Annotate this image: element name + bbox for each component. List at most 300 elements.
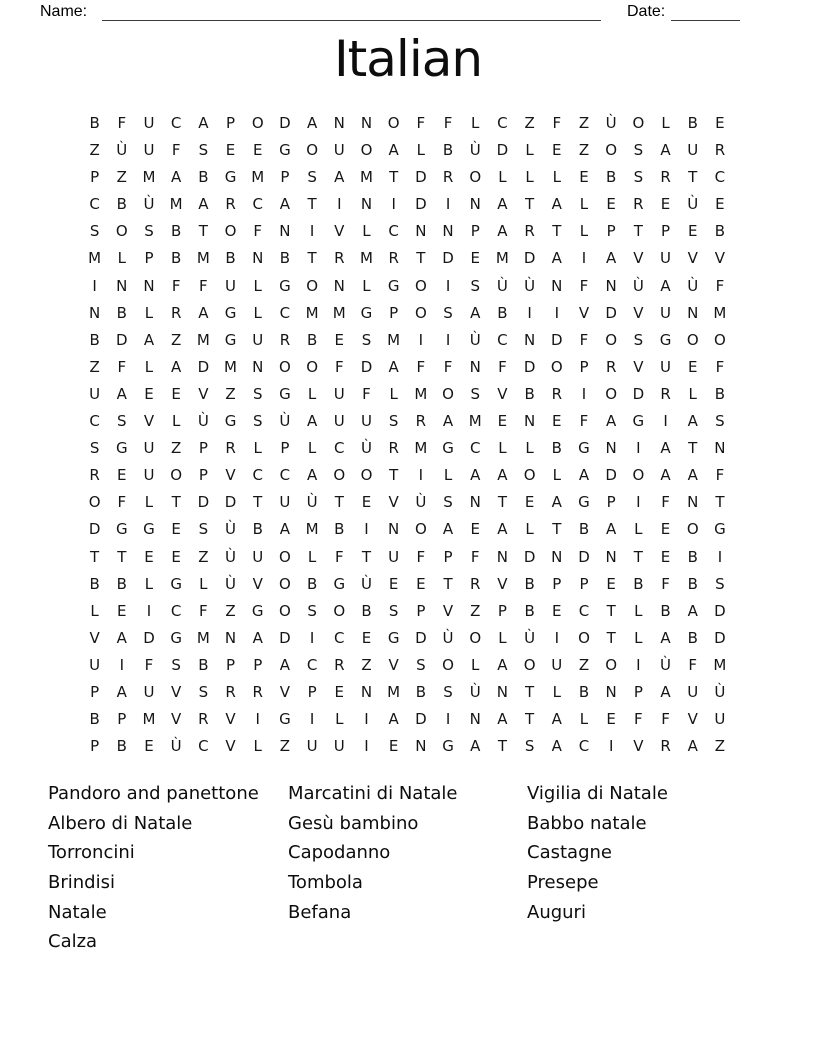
grid-letter: Z — [470, 601, 481, 620]
grid-letter: E — [334, 330, 345, 349]
grid-letter: Z — [89, 357, 100, 376]
grid-letter: M — [414, 439, 428, 458]
grid-letter: N — [687, 303, 699, 322]
grid-letter: U — [89, 655, 101, 674]
grid-letter: O — [414, 303, 427, 322]
date-label: Date: — [627, 3, 666, 20]
grid-letter: T — [552, 520, 562, 539]
grid-row — [81, 544, 734, 571]
grid-letter: T — [416, 249, 426, 268]
grid-letter: U — [143, 466, 155, 485]
grid-letter: B — [442, 141, 454, 160]
grid-letter: R — [442, 168, 454, 187]
grid-letter: U — [333, 384, 345, 403]
grid-letter: N — [605, 547, 617, 566]
grid-letter: A — [497, 520, 508, 539]
grid-letter: G — [170, 628, 182, 647]
grid-letter: N — [496, 682, 509, 701]
grid-letter: Ù — [714, 682, 726, 701]
grid-letter: P — [661, 222, 671, 241]
grid-letter: A — [116, 682, 127, 701]
grid-letter: B — [198, 655, 209, 674]
grid-letter: A — [687, 737, 698, 756]
grid-letter: I — [554, 303, 559, 322]
grid-letter: D — [279, 114, 291, 132]
grid-letter: I — [92, 276, 97, 295]
grid-letter: S — [117, 412, 127, 431]
grid-row — [81, 652, 734, 679]
grid-letter: L — [144, 303, 154, 322]
grid-letter: D — [496, 141, 509, 160]
grid-letter: S — [633, 168, 644, 187]
grid-letter: N — [360, 195, 373, 214]
grid-letter: G — [442, 737, 454, 756]
grid-letter: B — [633, 574, 644, 593]
grid-letter: S — [307, 601, 317, 620]
grid-letter: N — [252, 357, 264, 376]
grid-letter: P — [226, 114, 236, 132]
grid-letter: S — [144, 222, 154, 241]
grid-letter: V — [89, 628, 100, 647]
word-list-item: Presepe — [527, 872, 599, 894]
date-blank-line — [671, 0, 740, 21]
grid-letter: E — [470, 249, 480, 268]
grid-letter: T — [90, 547, 100, 566]
grid-letter: L — [552, 682, 561, 701]
grid-letter: D — [605, 466, 617, 485]
grid-letter: O — [605, 384, 618, 403]
grid-letter: I — [445, 276, 451, 295]
grid-letter: E — [171, 520, 181, 539]
word-list-item: Capodanno — [288, 842, 391, 864]
grid-letter: F — [443, 357, 453, 376]
grid-letter: U — [252, 330, 264, 349]
grid-letter: N — [442, 222, 454, 241]
word-list-item: Brindisi — [48, 872, 115, 894]
grid-letter: G — [632, 412, 645, 431]
grid-letter: Ù — [442, 628, 454, 647]
grid-letter: G — [115, 439, 128, 458]
grid-letter: D — [224, 493, 237, 512]
grid-letter: M — [387, 330, 401, 349]
grid-letter: L — [634, 520, 643, 539]
grid-letter: L — [144, 357, 154, 376]
grid-letter: Z — [361, 655, 372, 674]
grid-letter: E — [606, 710, 616, 729]
grid-letter: T — [253, 493, 263, 512]
grid-letter: Z — [198, 547, 209, 566]
grid-letter: S — [171, 655, 181, 674]
grid-row — [81, 381, 734, 408]
grid-letter: V — [225, 737, 236, 756]
grid-letter: F — [334, 547, 344, 566]
grid-letter: S — [252, 384, 263, 403]
grid-letter: S — [443, 493, 453, 512]
grid-letter: V — [714, 249, 726, 268]
grid-letter: S — [198, 141, 209, 160]
grid-letter: L — [307, 439, 317, 458]
grid-letter: S — [361, 330, 372, 349]
grid-letter: Z — [171, 439, 182, 458]
grid-letter: A — [306, 412, 318, 431]
word-list-item: Befana — [288, 901, 352, 923]
grid-letter: E — [552, 141, 562, 160]
grid-letter: B — [578, 520, 590, 539]
grid-letter: R — [470, 574, 481, 593]
grid-letter: A — [388, 710, 399, 729]
grid-letter: T — [552, 222, 562, 241]
grid-letter: M — [495, 249, 509, 268]
grid-letter: O — [279, 601, 291, 620]
grid-letter: F — [144, 655, 154, 674]
grid-letter: N — [388, 520, 400, 539]
grid-row — [81, 327, 734, 354]
grid-letter: F — [199, 276, 208, 295]
grid-letter: E — [334, 682, 345, 701]
grid-letter: E — [144, 737, 154, 756]
grid-letter: A — [306, 114, 318, 132]
grid-letter: L — [199, 574, 208, 593]
grid-letter: N — [415, 222, 427, 241]
word-list-item: Albero di Natale — [48, 812, 193, 834]
grid-letter: O — [224, 222, 237, 241]
grid-letter: U — [252, 547, 264, 566]
grid-letter: G — [115, 520, 128, 539]
grid-letter: A — [171, 168, 182, 187]
grid-letter: G — [387, 628, 400, 647]
grid-letter: E — [117, 601, 127, 620]
grid-letter: G — [224, 303, 237, 322]
grid-letter: O — [714, 330, 726, 349]
grid-letter: D — [578, 547, 590, 566]
grid-letter: C — [279, 466, 291, 485]
grid-letter: P — [144, 249, 154, 268]
grid-letter: L — [90, 601, 99, 620]
grid-letter: D — [88, 520, 101, 539]
grid-letter: O — [333, 601, 346, 620]
grid-letter: S — [198, 682, 209, 701]
word-list-item: Vigilia di Natale — [527, 783, 668, 804]
grid-letter: D — [551, 330, 563, 349]
grid-letter: F — [362, 384, 371, 403]
grid-row — [81, 598, 734, 625]
grid-letter: V — [388, 655, 399, 674]
grid-letter: N — [551, 547, 563, 566]
grid-letter: I — [445, 710, 451, 729]
grid-letter: U — [687, 141, 699, 160]
grid-letter: Ù — [469, 682, 481, 701]
grid-letter: P — [198, 439, 208, 458]
grid-letter: V — [633, 249, 644, 268]
grid-letter: L — [579, 222, 589, 241]
grid-letter: B — [524, 574, 535, 593]
grid-letter: N — [496, 547, 509, 566]
grid-letter: T — [389, 168, 399, 187]
grid-letter: R — [633, 195, 644, 214]
grid-letter: A — [470, 737, 481, 756]
grid-letter: B — [687, 628, 698, 647]
grid-letter: D — [197, 357, 210, 376]
grid-letter: B — [524, 384, 535, 403]
grid-letter: V — [252, 574, 263, 593]
grid-letter: A — [660, 141, 671, 160]
grid-letter: F — [171, 141, 181, 160]
grid-letter: L — [253, 276, 262, 295]
grid-letter: S — [89, 439, 100, 458]
grid-letter: T — [606, 628, 616, 647]
word-list-column — [48, 779, 259, 957]
grid-letter: B — [89, 330, 100, 349]
grid-letter: B — [687, 547, 698, 566]
grid-row — [81, 516, 734, 543]
grid-letter: D — [415, 628, 427, 647]
grid-letter: V — [687, 249, 698, 268]
grid-letter: L — [579, 195, 589, 214]
grid-letter: P — [552, 574, 562, 593]
grid-letter: Ù — [279, 412, 291, 431]
grid-letter: D — [279, 628, 291, 647]
grid-letter: T — [334, 493, 344, 512]
grid-letter: Z — [171, 330, 182, 349]
grid-letter: D — [605, 303, 617, 322]
grid-letter: E — [171, 384, 181, 403]
grid-letter: A — [497, 466, 508, 485]
grid-letter: P — [280, 439, 290, 458]
grid-letter: O — [414, 520, 427, 539]
grid-letter: C — [170, 114, 182, 132]
grid-letter: R — [660, 384, 671, 403]
grid-letter: F — [117, 357, 127, 376]
grid-letter: L — [498, 628, 507, 647]
grid-letter: Ù — [197, 412, 209, 431]
grid-letter: I — [663, 412, 668, 431]
grid-letter: Ù — [360, 574, 372, 593]
grid-letter: T — [307, 249, 317, 268]
grid-letter: F — [552, 114, 562, 132]
grid-row — [81, 273, 734, 300]
grid-letter: D — [143, 628, 155, 647]
grid-letter: P — [416, 601, 426, 620]
grid-letter: I — [337, 195, 342, 214]
grid-letter: U — [89, 384, 101, 403]
grid-letter: T — [525, 682, 535, 701]
grid-letter: I — [418, 330, 424, 349]
grid-letter: D — [116, 330, 128, 349]
grid-letter: F — [498, 357, 507, 376]
grid-letter: T — [171, 493, 181, 512]
grid-letter: L — [144, 574, 154, 593]
grid-letter: T — [497, 737, 507, 756]
grid-letter: V — [198, 384, 209, 403]
grid-letter: L — [471, 114, 480, 132]
grid-letter: G — [578, 439, 590, 458]
grid-letter: B — [714, 222, 726, 241]
grid-letter: L — [552, 168, 561, 187]
grid-letter: U — [660, 357, 672, 376]
grid-letter: N — [143, 276, 155, 295]
grid-letter: T — [497, 493, 507, 512]
grid-letter: G — [279, 141, 291, 160]
grid-letter: A — [470, 303, 481, 322]
grid-letter: U — [687, 682, 699, 701]
grid-letter: D — [714, 628, 726, 647]
name-blank-line — [102, 0, 601, 21]
grid-letter: E — [524, 493, 535, 512]
grid-letter: M — [305, 520, 319, 539]
grid-letter: P — [443, 547, 453, 566]
grid-letter: B — [306, 574, 318, 593]
grid-row — [81, 137, 734, 164]
grid-letter: O — [523, 466, 536, 485]
grid-letter: N — [687, 493, 699, 512]
grid-letter: L — [552, 466, 561, 485]
grid-letter: F — [443, 114, 453, 132]
grid-letter: A — [606, 520, 617, 539]
grid-letter: A — [687, 601, 698, 620]
grid-letter: B — [524, 601, 535, 620]
grid-letter: Ù — [116, 141, 128, 160]
grid-row — [81, 354, 734, 381]
grid-letter: F — [688, 655, 698, 674]
grid-letter: N — [360, 114, 373, 132]
grid-letter: Ù — [143, 195, 155, 214]
grid-letter: L — [634, 628, 643, 647]
grid-letter: R — [334, 655, 345, 674]
grid-letter: L — [525, 439, 534, 458]
grid-letter: L — [498, 439, 507, 458]
grid-letter: T — [633, 547, 643, 566]
grid-letter: A — [497, 195, 508, 214]
grid-letter: P — [90, 682, 100, 701]
grid-letter: G — [714, 520, 726, 539]
grid-letter: E — [117, 466, 127, 485]
grid-letter: C — [306, 655, 318, 674]
grid-letter: V — [225, 466, 236, 485]
grid-letter: Ù — [524, 276, 536, 295]
grid-letter: A — [442, 520, 454, 539]
grid-letter: U — [279, 493, 291, 512]
grid-letter: N — [469, 710, 481, 729]
grid-letter: C — [89, 412, 100, 431]
grid-letter: F — [661, 493, 670, 512]
grid-letter: A — [687, 466, 698, 485]
grid-letter: O — [469, 628, 482, 647]
grid-letter: G — [251, 601, 264, 620]
grid-letter: N — [88, 303, 101, 322]
grid-letter: Ù — [496, 276, 508, 295]
grid-letter: E — [144, 547, 154, 566]
grid-letter: B — [116, 303, 127, 322]
grid-letter: V — [633, 303, 644, 322]
grid-letter: L — [117, 249, 126, 268]
grid-letter: O — [170, 466, 183, 485]
grid-letter: C — [89, 195, 100, 214]
grid-letter: I — [636, 655, 641, 674]
grid-letter: V — [442, 601, 454, 620]
grid-letter: E — [687, 357, 698, 376]
grid-letter: L — [253, 439, 262, 458]
grid-letter: S — [443, 682, 453, 701]
grid-letter: B — [198, 168, 209, 187]
grid-letter: E — [660, 520, 671, 539]
grid-letter: I — [445, 330, 451, 349]
grid-letter: O — [251, 114, 264, 132]
word-list-item: Torroncini — [48, 842, 135, 864]
grid-letter: Ù — [687, 195, 699, 214]
grid-letter: D — [523, 249, 536, 268]
grid-letter: F — [253, 222, 263, 241]
grid-letter: E — [606, 574, 616, 593]
grid-letter: C — [714, 168, 726, 187]
grid-letter: R — [170, 303, 182, 322]
grid-letter: F — [579, 412, 589, 431]
grid-letter: D — [197, 493, 210, 512]
grid-letter: M — [359, 249, 373, 268]
grid-letter: O — [279, 547, 291, 566]
grid-letter: B — [578, 682, 590, 701]
grid-letter: G — [333, 574, 346, 593]
grid-row — [81, 110, 734, 137]
grid-letter: B — [687, 574, 698, 593]
word-list-item: Gesù bambino — [288, 812, 419, 834]
grid-letter: F — [416, 357, 426, 376]
grid-letter: A — [551, 195, 562, 214]
grid-letter: B — [334, 520, 345, 539]
grid-letter: N — [469, 195, 481, 214]
grid-letter: N — [224, 628, 237, 647]
grid-letter: P — [579, 574, 589, 593]
grid-letter: R — [605, 357, 617, 376]
grid-letter: A — [116, 384, 127, 403]
grid-letter: S — [470, 276, 480, 295]
grid-letter: E — [552, 601, 562, 620]
grid-letter: S — [524, 737, 535, 756]
grid-letter: E — [552, 412, 562, 431]
grid-letter: Z — [714, 737, 726, 756]
grid-letter: N — [523, 330, 536, 349]
grid-letter: R — [252, 682, 263, 701]
grid-letter: I — [608, 737, 614, 756]
name-label: Name: — [40, 3, 88, 20]
grid-letter: M — [414, 384, 428, 403]
grid-letter: G — [279, 276, 291, 295]
grid-letter: I — [418, 466, 424, 485]
grid-letter: U — [333, 141, 345, 160]
grid-letter: S — [388, 601, 399, 620]
grid-letter: P — [606, 222, 616, 241]
grid-letter: D — [714, 601, 726, 620]
grid-letter: P — [389, 303, 399, 322]
grid-letter: V — [633, 737, 644, 756]
grid-letter: C — [497, 330, 508, 349]
grid-letter: L — [525, 520, 534, 539]
grid-letter: N — [523, 412, 536, 431]
grid-letter: M — [251, 168, 265, 187]
grid-letter: M — [713, 655, 727, 674]
grid-letter: Ù — [469, 330, 481, 349]
grid-row — [81, 571, 734, 598]
grid-letter: O — [306, 357, 318, 376]
grid-letter: I — [309, 628, 315, 647]
grid-letter: P — [470, 222, 480, 241]
grid-letter: L — [634, 601, 643, 620]
grid-letter: T — [443, 574, 453, 593]
grid-letter: Ù — [170, 737, 182, 756]
grid-letter: B — [660, 601, 671, 620]
grid-letter: A — [660, 682, 671, 701]
grid-letter: O — [605, 141, 618, 160]
grid-letter: D — [415, 195, 427, 214]
